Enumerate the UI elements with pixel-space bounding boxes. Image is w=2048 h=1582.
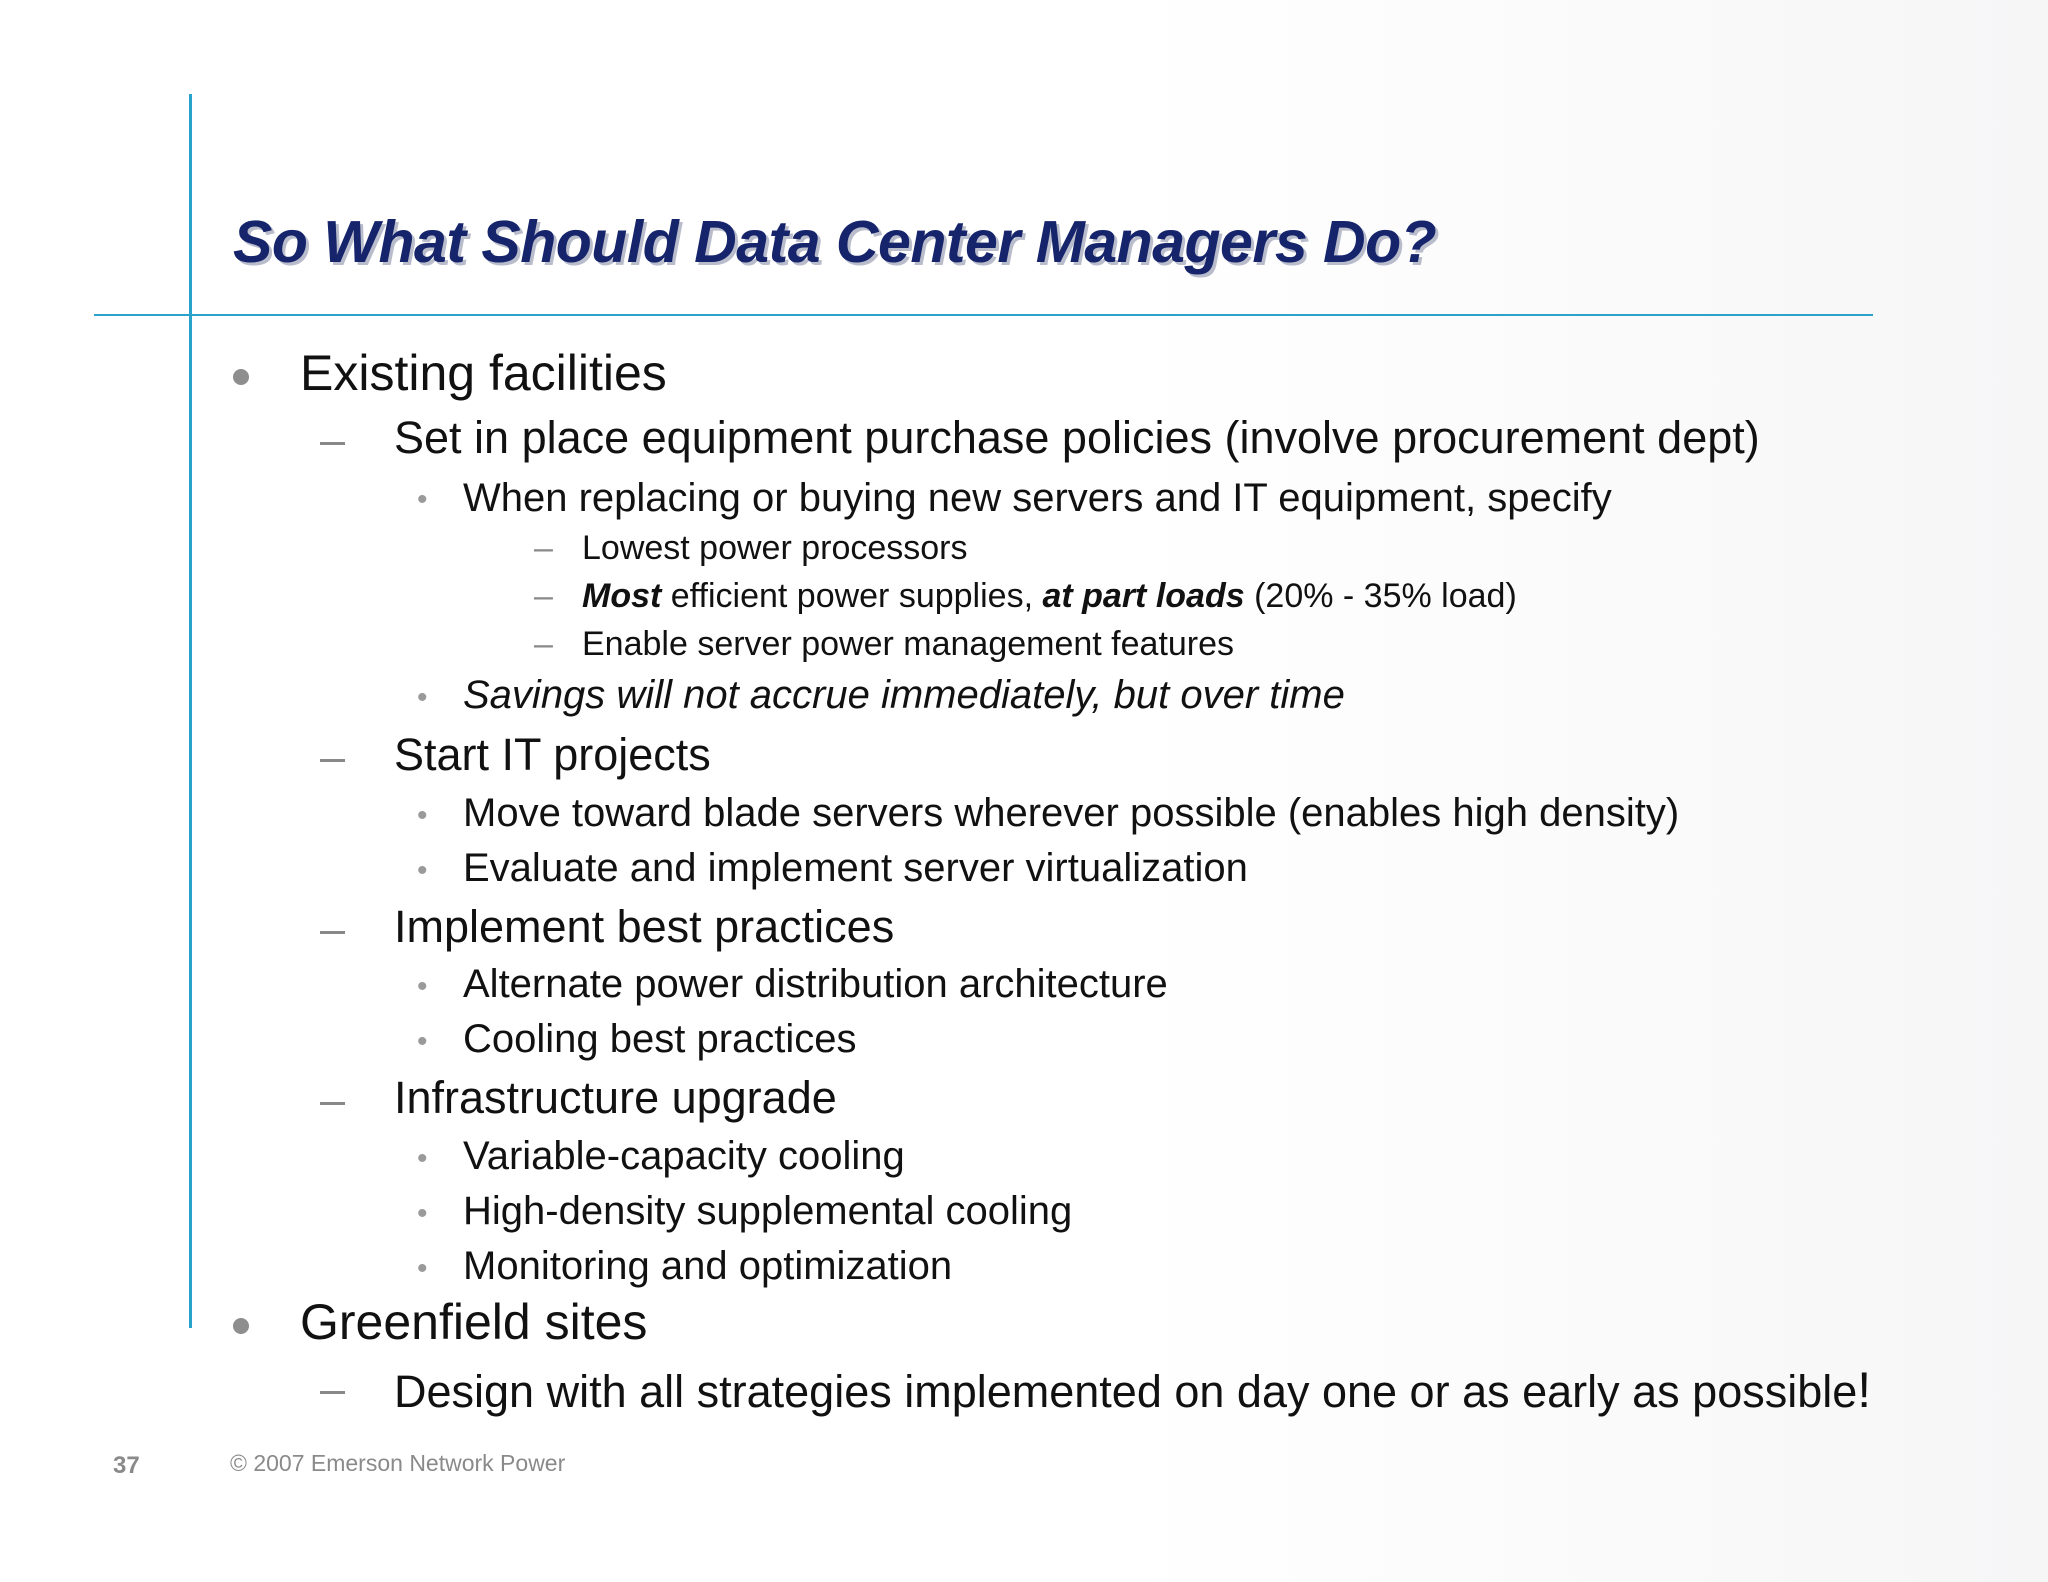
dash-icon: – xyxy=(320,1363,346,1414)
dash-icon: – xyxy=(320,1074,346,1125)
emphasis-most: Most xyxy=(582,577,662,615)
emphasis-part-loads: at part loads xyxy=(1042,577,1245,615)
item-lowest-power-processors: Lowest power processors xyxy=(582,529,968,567)
dot-icon: • xyxy=(417,1025,428,1058)
dot-icon: • xyxy=(417,854,428,887)
item-virtualization: Evaluate and implement server virtualization xyxy=(463,846,1248,890)
item-savings-note: Savings will not accrue immediately, but over time xyxy=(463,673,1345,717)
dot-icon: • xyxy=(417,681,428,714)
item-start-it-projects: Start IT projects xyxy=(394,729,711,780)
dash-icon: – xyxy=(320,903,346,954)
item-power-distribution: Alternate power distribution architecture xyxy=(463,962,1168,1006)
dash-icon: – xyxy=(320,731,346,782)
dash-icon: – xyxy=(534,577,553,615)
bullet-existing-facilities: Existing facilities xyxy=(300,345,667,401)
dash-icon: – xyxy=(534,625,553,663)
item-efficient-power-supplies xyxy=(582,577,1517,616)
item-purchase-policies: Set in place equipment purchase policies (involve procurement dept) xyxy=(394,412,1760,463)
horizontal-accent-line xyxy=(94,314,1873,316)
page-number: 37 xyxy=(113,1452,140,1479)
dash-icon: – xyxy=(534,529,553,567)
item-cooling-best-practices: Cooling best practices xyxy=(463,1017,857,1061)
dot-icon: • xyxy=(417,1252,428,1285)
design-text: Design with all strategies implemented on day one or as early as possible xyxy=(394,1366,1858,1417)
bullet-greenfield-sites: Greenfield sites xyxy=(300,1294,648,1350)
item-specify: When replacing or buying new servers and IT equipment, specify xyxy=(463,476,1612,520)
bullet-dot-icon xyxy=(233,1318,249,1334)
footer-copyright: © 2007 Emerson Network Power xyxy=(230,1450,566,1476)
psu-load-range: (20% - 35% load) xyxy=(1244,577,1517,615)
item-power-management: Enable server power management features xyxy=(582,625,1235,663)
item-variable-capacity-cooling: Variable-capacity cooling xyxy=(463,1134,905,1178)
bullet-dot-icon xyxy=(233,369,249,385)
dot-icon: • xyxy=(417,799,428,832)
item-best-practices: Implement best practices xyxy=(394,901,895,952)
dot-icon: • xyxy=(417,970,428,1003)
psu-text: efficient power supplies, xyxy=(661,577,1043,615)
vertical-accent-line xyxy=(189,94,192,1328)
item-monitoring: Monitoring and optimization xyxy=(463,1244,953,1288)
slide-title: So What Should Data Center Managers Do? xyxy=(233,209,1437,275)
dot-icon: • xyxy=(417,483,428,516)
item-infrastructure-upgrade: Infrastructure upgrade xyxy=(394,1072,837,1123)
design-exclamation: ! xyxy=(1857,1362,1872,1418)
item-design-strategies xyxy=(394,1361,1871,1419)
item-supplemental-cooling: High-density supplemental cooling xyxy=(463,1189,1073,1233)
item-blade-servers: Move toward blade servers wherever possible (enables high density) xyxy=(463,791,1680,835)
dot-icon: • xyxy=(417,1142,428,1175)
dash-icon: – xyxy=(320,414,346,465)
dot-icon: • xyxy=(417,1197,428,1230)
